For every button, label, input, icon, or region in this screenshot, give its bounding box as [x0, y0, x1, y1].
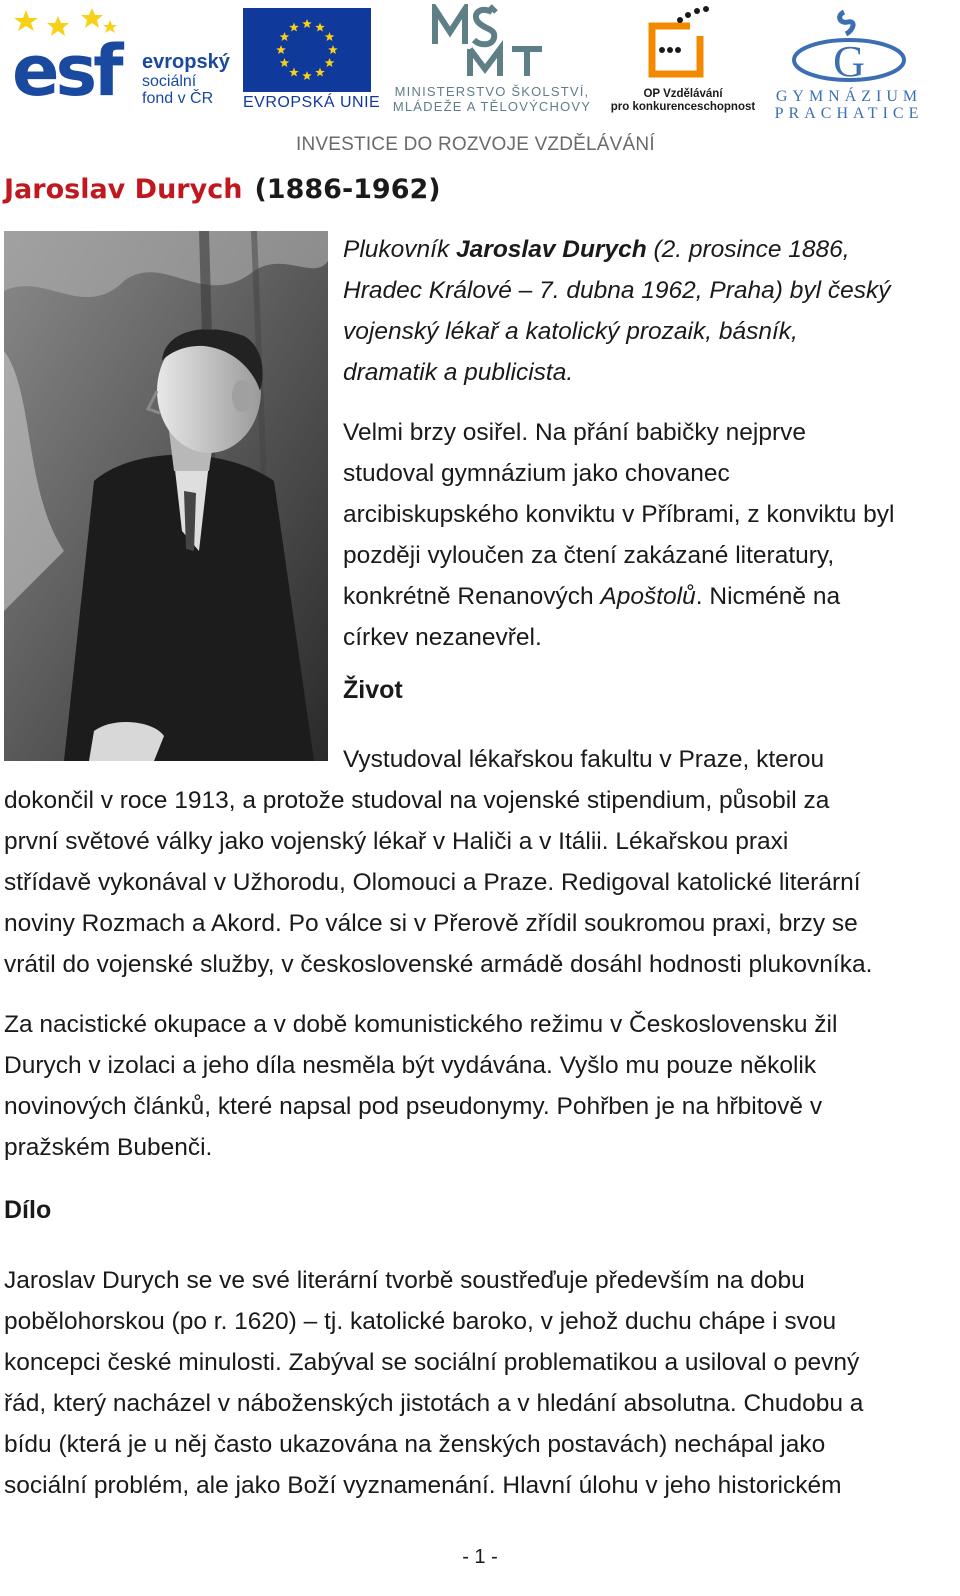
text-line [343, 576, 953, 617]
childhood-paragraph [343, 412, 953, 658]
gym-line2: PRACHATICE [774, 105, 924, 122]
esf-text [142, 52, 230, 107]
heading-zivot: Život [343, 676, 403, 704]
text-line: arcibiskupského konviktu v Příbrami, z konviktu byl [343, 501, 895, 528]
text-segment: konkrétně Renanových [343, 583, 601, 610]
esf-line3: fond v ČR [142, 90, 214, 107]
page-title [4, 174, 441, 205]
intro-paragraph [343, 229, 943, 393]
op-line2: pro konkurenceschopnost [610, 101, 756, 113]
title-years: (1886-1962) [254, 174, 441, 205]
title-name: Jaroslav Durych [4, 174, 243, 205]
op-text [608, 88, 758, 114]
msmt-mark-icon [430, 4, 550, 79]
gymnazium-mark-icon [784, 8, 914, 86]
esf-mark: esf [12, 30, 120, 112]
text-line: Jaroslav Durych se ve své literární tvorbě soustřeďuje především na dobu [4, 1267, 805, 1294]
gym-line1: GYMNÁZIUM [775, 88, 923, 105]
intro-line: dramatik a publicista. [343, 359, 574, 386]
text-line: Za nacistické okupace a v době komunistického režimu v Československu žil [4, 1011, 838, 1038]
gym-text [764, 88, 934, 122]
op-line1: OP Vzdělávání [643, 88, 723, 100]
intro-rank: Plukovník [343, 236, 457, 263]
intro-birth: (2. prosince 1886, [646, 236, 850, 263]
text-line: řád, který nacházel v náboženských jistotách a v hledání absolutna. Chudobu a [4, 1390, 864, 1417]
eu-logo [243, 8, 381, 112]
gym-letter: G [833, 37, 865, 86]
page-number: - 1 - [462, 1546, 498, 1568]
esf-logo [12, 6, 232, 114]
text-segment: . Nicméně na [695, 583, 841, 610]
zivot-paragraph [4, 739, 949, 985]
text-line: sociální problém, ale jako Boží vyznamenání. Hlavní úlohu v jeho historickém [4, 1472, 842, 1499]
text-line: první světové války jako vojenský lékař v Haliči a v Itálii. Lékařskou praxi [4, 828, 789, 855]
text-line: Vystudoval lékařskou fakultu v Praze, kterou [343, 746, 825, 773]
gymnazium-logo [764, 8, 934, 122]
esf-line2: sociální [142, 73, 197, 90]
intro-line: Hradec Králové – 7. dubna 1962, Praha) byl český [343, 277, 891, 304]
eu-flag-icon [243, 8, 371, 92]
book-title-apostolu: Apoštolů [600, 583, 696, 610]
esf-line1: evropský [142, 51, 230, 73]
text-line: bídu (která je u něj často ukazována na ženských postavách) nechápal jako [4, 1431, 826, 1458]
text-line: církev nezanevřel. [343, 624, 542, 651]
text-line: pobělohorskou (po r. 1620) – tj. katolické baroko, v jehož duchu chápe i svou [4, 1308, 837, 1335]
text-line: Durych v izolaci a jeho díla nesměla být vydávána. Vyšlo mu pouze několik [4, 1052, 817, 1079]
text-line: Velmi brzy osiřel. Na přání babičky nejprve [343, 419, 806, 446]
msmt-line2: MLÁDEŽE A TĚLOVÝCHOVY [392, 99, 592, 114]
intro-line: vojenský lékař a katolický prozaik, básník, [343, 318, 798, 345]
text-line: střídavě vykonával v Užhorodu, Olomouci a Praze. Redigoval katolické literární [4, 869, 861, 896]
op-mark-icon [638, 6, 728, 81]
tagline: INVESTICE DO ROZVOJE VZDĚLÁVÁNÍ [296, 134, 655, 155]
dilo-paragraph [4, 1260, 949, 1506]
header-logos [0, 0, 960, 155]
text-line: koncepci české minulosti. Zabýval se sociální problematikou a usiloval o pevný [4, 1349, 860, 1376]
msmt-logo [382, 4, 602, 114]
occupation-paragraph [4, 1004, 949, 1168]
text-line: dokončil v roce 1913, a protože studoval na vojenské stipendium, působil za [4, 787, 830, 814]
text-line: studoval gymnázium jako chovanec [343, 460, 730, 487]
text-line: noviny Rozmach a Akord. Po válce si v Přerově zřídil soukromou praxi, brzy se [4, 910, 858, 937]
intro-line [343, 229, 943, 270]
msmt-line1: MINISTERSTVO ŠKOLSTVÍ, [394, 84, 590, 99]
intro-name: Jaroslav Durych [456, 236, 647, 263]
msmt-text [382, 84, 602, 114]
portrait-photo [4, 231, 328, 761]
text-line: pražském Bubenči. [4, 1134, 213, 1161]
eu-label: EVROPSKÁ UNIE [243, 94, 381, 111]
text-line: novinových článků, které napsal pod pseudonymy. Pohřben je na hřbitově v [4, 1093, 823, 1120]
heading-dilo: Dílo [4, 1196, 52, 1224]
text-line: později vyloučen za čtení zakázané literatury, [343, 542, 835, 569]
op-logo [608, 6, 758, 116]
text-line: vrátil do vojenské služby, v československé armádě dosáhl hodnosti plukovníka. [4, 951, 873, 978]
